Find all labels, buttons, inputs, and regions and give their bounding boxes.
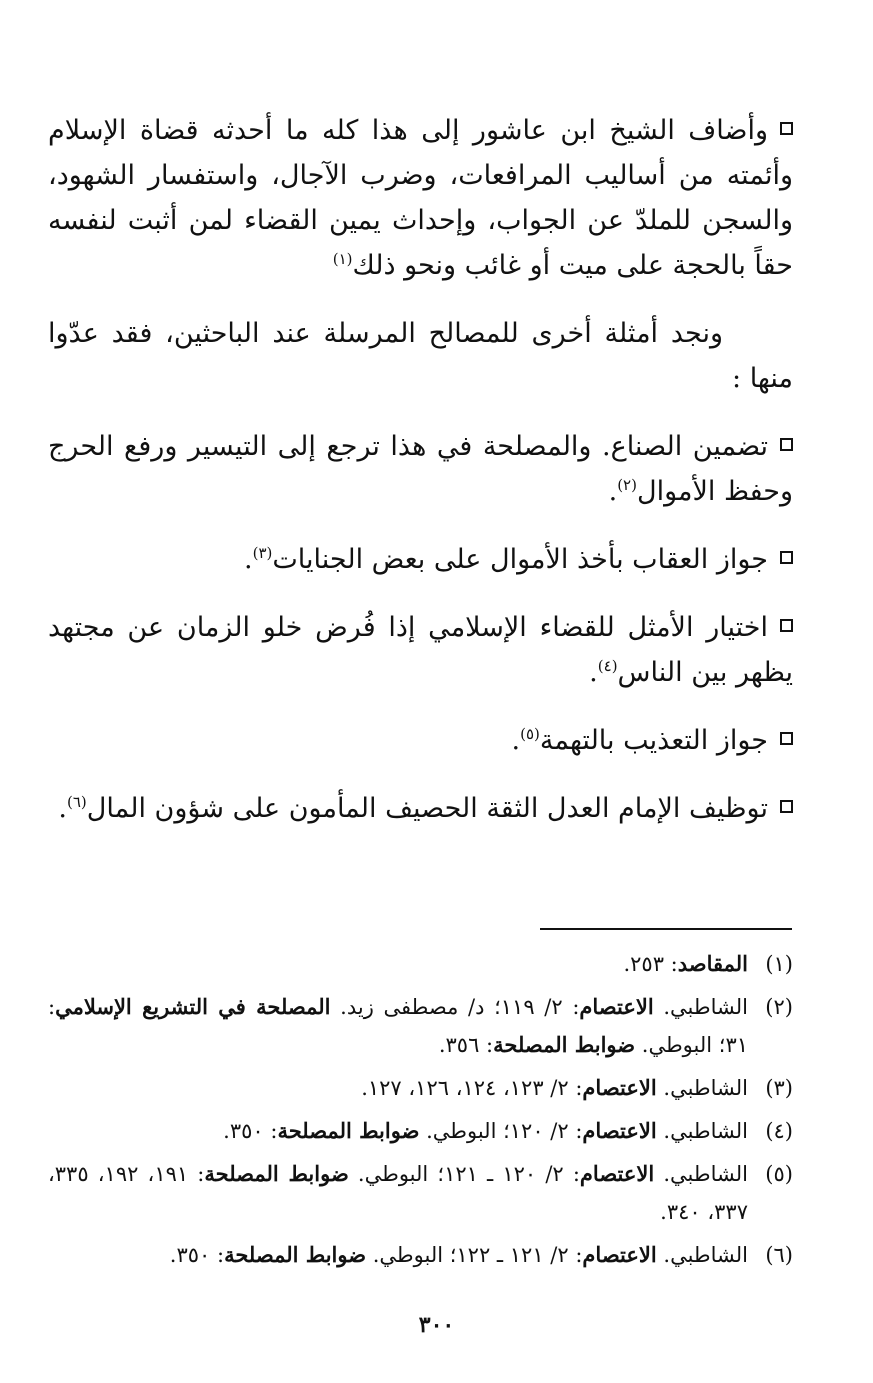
paragraph (48, 311, 793, 401)
footnote-divider (540, 928, 792, 930)
footnote-text: : ٢/ ١٢١ ـ ١٢٢؛ البوطي. (366, 1243, 583, 1267)
footnote (48, 1236, 793, 1274)
list-item (48, 718, 793, 763)
paragraph-end: . (58, 793, 67, 824)
footnote-title: الاعتصام (582, 1118, 657, 1143)
footnote-number: (٣) (765, 1076, 793, 1100)
footnote-title: ضوابط المصلحة (277, 1118, 420, 1143)
square-bullet-icon (780, 438, 793, 451)
footnote-text: : ٢/ ١٢٠؛ البوطي. (419, 1119, 583, 1143)
footnote-title: المقاصد (677, 951, 748, 976)
footnote-text: الشاطبي. (656, 1076, 748, 1100)
footnote-number: (٥) (765, 1162, 793, 1186)
paragraph-text: توظيف الإمام العدل الثقة الحصيف المأمون على شؤون المال (86, 793, 768, 824)
footnote (48, 1069, 793, 1107)
footnote-text: الشاطبي. (654, 1162, 748, 1186)
footnote-text: : ١٩١، ١٩٢، ٣٣٥، ٣٣٧، ٣٤٠. (48, 1162, 748, 1224)
footnote-text: : ٢/ ١١٩؛ د/ مصطفى زيد. (330, 995, 580, 1019)
square-bullet-icon (780, 551, 793, 564)
square-bullet-icon (780, 122, 793, 135)
list-item (48, 786, 793, 831)
footnote-title: الاعتصام (579, 994, 654, 1019)
square-bullet-icon (780, 800, 793, 813)
footnote-ref: (١) (332, 250, 353, 268)
footnotes (48, 945, 793, 1279)
footnote-title: ضوابط المصلحة (493, 1032, 636, 1057)
list-item (48, 424, 793, 514)
paragraph-text: جواز العقاب بأخذ الأموال على بعض الجنايات (272, 544, 768, 575)
footnote-text: : ٣٥٠. (169, 1243, 225, 1267)
paragraph-text: تضمين الصناع. والمصلحة في هذا ترجع إلى التيسير ورفع الحرج وحفظ الأموال (48, 431, 793, 507)
list-item (48, 537, 793, 582)
footnote-number: (٤) (765, 1119, 793, 1143)
footnote-number: (٦) (765, 1243, 793, 1267)
footnote-text: الشاطبي. (656, 1243, 748, 1267)
footnote (48, 988, 793, 1064)
footnote-text: : ٣٥٠. (223, 1119, 278, 1143)
footnote-title: ضوابط المصلحة (204, 1161, 349, 1186)
footnote-ref: (٣) (252, 544, 273, 562)
footnote (48, 1112, 793, 1150)
square-bullet-icon (780, 619, 793, 632)
footnote-text: : ٢/ ١٢٠ ـ ١٢١؛ البوطي. (348, 1162, 580, 1186)
paragraph-text: جواز التعذيب بالتهمة (539, 725, 768, 756)
footnote-text: : ٢/ ١٢٣، ١٢٤، ١٢٦، ١٢٧. (361, 1076, 583, 1100)
main-text (48, 108, 793, 854)
paragraph-end: . (244, 544, 253, 575)
list-item (48, 605, 793, 695)
footnote-title: ضوابط المصلحة (224, 1242, 367, 1267)
list-item (48, 108, 793, 288)
footnote-text: : ٣١؛ البوطي. (48, 995, 748, 1057)
footnote-text: الشاطبي. (653, 995, 748, 1019)
paragraph-end: . (511, 725, 521, 756)
footnote-title: المصلحة في التشريع الإسلامي (55, 994, 331, 1019)
paragraph-end: . (608, 476, 618, 507)
square-bullet-icon (780, 732, 793, 745)
paragraph-text: وأضاف الشيخ ابن عاشور إلى هذا كله ما أحدثه قضاة الإسلام وأئمته من أساليب المرافعات، وضرب الآجال، واستفسار الشهود، والسجن للملدّ عن الجواب، وإحداث يمين القضاء لمن أثبت لنفسه حقاً بالحجة على ميت أو غائب ونحو ذلك (48, 115, 793, 281)
footnote-text: الشاطبي. (656, 1119, 748, 1143)
footnote-title: الاعتصام (582, 1075, 657, 1100)
footnote-number: (١) (765, 952, 793, 976)
footnote-ref: (٤) (597, 657, 618, 675)
footnote-title: الاعتصام (582, 1242, 657, 1267)
paragraph-end: . (589, 657, 598, 688)
footnote (48, 1155, 793, 1231)
footnote-ref: (٦) (67, 793, 87, 811)
paragraph-text: ونجد أمثلة أخرى للمصالح المرسلة عند الباحثين، فقد عدّوا منها : (48, 318, 793, 394)
footnote-number: (٢) (765, 995, 793, 1019)
footnote-ref: (٥) (520, 725, 540, 743)
footnote-ref: (٢) (617, 476, 637, 494)
page-number: ٣٠٠ (418, 1312, 455, 1338)
footnote-text: : ٢٥٣. (623, 952, 678, 976)
paragraph-text: اختيار الأمثل للقضاء الإسلامي إذا فُرض خلو الزمان عن مجتهد يظهر بين الناس (48, 612, 793, 688)
footnote-text: : ٣٥٦. (438, 1033, 494, 1057)
footnote-title: الاعتصام (579, 1161, 655, 1186)
footnote (48, 945, 793, 983)
